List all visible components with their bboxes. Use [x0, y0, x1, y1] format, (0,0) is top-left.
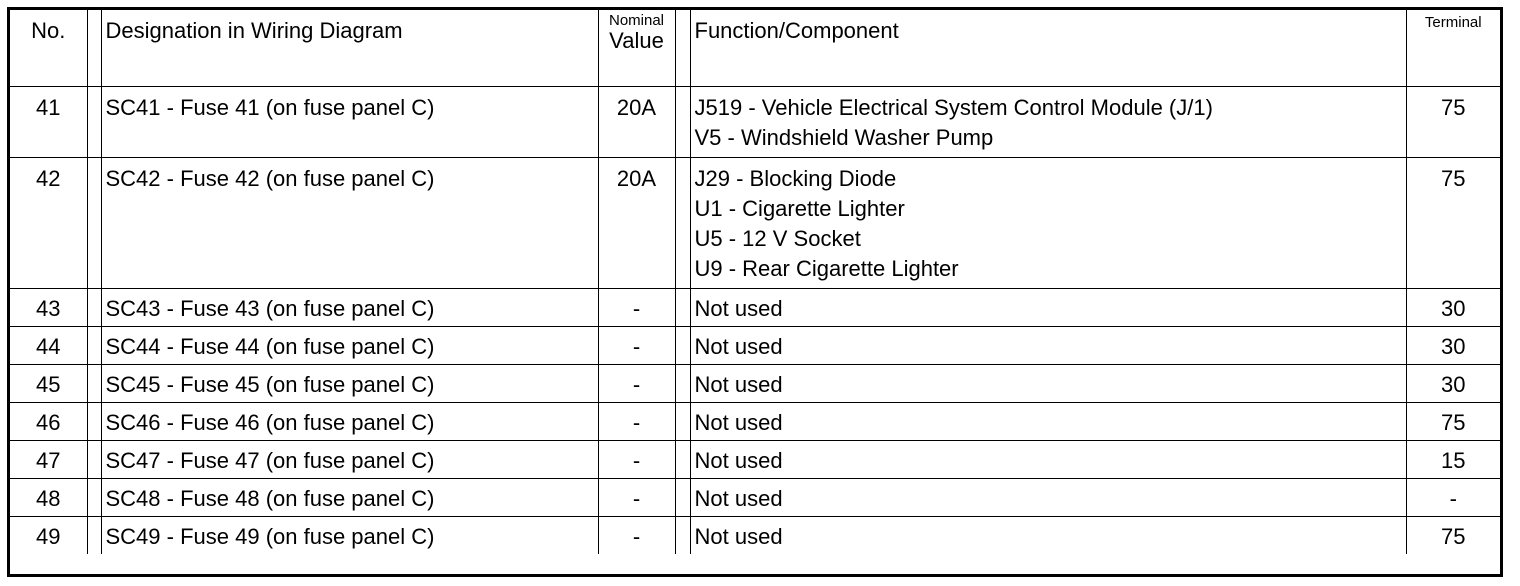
spacer-cell: [87, 365, 101, 403]
function-line: U9 - Rear Cigarette Lighter: [694, 256, 959, 281]
nominal-value: 20A: [598, 158, 675, 289]
terminal: 15: [1406, 441, 1500, 479]
nominal-value: -: [598, 403, 675, 441]
fuse-number: 49: [10, 517, 87, 555]
function-line: Not used: [694, 448, 783, 473]
spacer-cell: [87, 403, 101, 441]
header-value-label: Value: [609, 28, 664, 53]
function-component: [690, 365, 1406, 403]
header-function: Function/Component: [690, 10, 1406, 87]
nominal-value: -: [598, 441, 675, 479]
fuse-designation: SC44 - Fuse 44 (on fuse panel C): [101, 327, 598, 365]
nominal-value: -: [598, 365, 675, 403]
table-header-row: [10, 10, 1500, 87]
spacer-cell: [87, 289, 101, 327]
fuse-number: 46: [10, 403, 87, 441]
header-spacer: [87, 10, 101, 87]
header-designation: Designation in Wiring Diagram: [101, 10, 598, 87]
spacer-cell: [675, 289, 690, 327]
nominal-value: -: [598, 479, 675, 517]
fuse-number: 48: [10, 479, 87, 517]
terminal: 30: [1406, 365, 1500, 403]
fuse-table-frame: [7, 7, 1503, 577]
terminal: 30: [1406, 289, 1500, 327]
spacer-cell: [87, 327, 101, 365]
function-component: [690, 441, 1406, 479]
function-component: [690, 403, 1406, 441]
header-nominal-value: [598, 10, 675, 87]
terminal: 75: [1406, 87, 1500, 158]
spacer-cell: [675, 365, 690, 403]
function-component: [690, 327, 1406, 365]
spacer-cell: [675, 403, 690, 441]
nominal-value: 20A: [598, 87, 675, 158]
spacer-cell: [675, 441, 690, 479]
table-row: [10, 365, 1500, 403]
table-row: [10, 479, 1500, 517]
spacer-cell: [675, 517, 690, 555]
function-component: [690, 87, 1406, 158]
spacer-cell: [87, 441, 101, 479]
fuse-number: 47: [10, 441, 87, 479]
fuse-number: 41: [10, 87, 87, 158]
nominal-value: -: [598, 289, 675, 327]
function-line: Not used: [694, 334, 783, 359]
fuse-designation: SC48 - Fuse 48 (on fuse panel C): [101, 479, 598, 517]
function-line: Not used: [694, 296, 783, 321]
table-row: [10, 158, 1500, 289]
fuse-designation: SC43 - Fuse 43 (on fuse panel C): [101, 289, 598, 327]
table-row: [10, 441, 1500, 479]
function-component: [690, 479, 1406, 517]
nominal-value: -: [598, 517, 675, 555]
function-line: J519 - Vehicle Electrical System Control Module (J/1): [694, 95, 1213, 120]
spacer-cell: [675, 87, 690, 158]
function-line: Not used: [694, 410, 783, 435]
spacer-cell: [87, 479, 101, 517]
spacer-cell: [675, 479, 690, 517]
function-component: [690, 289, 1406, 327]
spacer-cell: [87, 158, 101, 289]
fuse-designation: SC49 - Fuse 49 (on fuse panel C): [101, 517, 598, 555]
table-row: [10, 87, 1500, 158]
fuse-designation: SC45 - Fuse 45 (on fuse panel C): [101, 365, 598, 403]
function-line: J29 - Blocking Diode: [694, 166, 897, 191]
function-line: V5 - Windshield Washer Pump: [694, 125, 994, 150]
function-line: Not used: [694, 524, 783, 549]
fuse-number: 45: [10, 365, 87, 403]
terminal: 30: [1406, 327, 1500, 365]
function-line: U1 - Cigarette Lighter: [694, 196, 905, 221]
table-row: [10, 517, 1500, 555]
terminal: -: [1406, 479, 1500, 517]
spacer-cell: [675, 158, 690, 289]
function-line: U5 - 12 V Socket: [694, 226, 861, 251]
header-no: No.: [10, 10, 87, 87]
header-terminal: Terminal: [1406, 10, 1500, 87]
header-nominal-label: Nominal: [608, 12, 665, 29]
fuse-number: 43: [10, 289, 87, 327]
table-row: [10, 327, 1500, 365]
table-body: [10, 87, 1500, 555]
function-line: Not used: [694, 486, 783, 511]
function-component: [690, 158, 1406, 289]
table-row: [10, 403, 1500, 441]
table-row: [10, 289, 1500, 327]
spacer-cell: [675, 327, 690, 365]
fuse-number: 44: [10, 327, 87, 365]
spacer-cell: [87, 517, 101, 555]
function-component: [690, 517, 1406, 555]
terminal: 75: [1406, 158, 1500, 289]
fuse-number: 42: [10, 158, 87, 289]
header-spacer: [675, 10, 690, 87]
spacer-cell: [87, 87, 101, 158]
nominal-value: -: [598, 327, 675, 365]
fuse-designation: SC47 - Fuse 47 (on fuse panel C): [101, 441, 598, 479]
fuse-designation: SC46 - Fuse 46 (on fuse panel C): [101, 403, 598, 441]
terminal: 75: [1406, 517, 1500, 555]
fuse-table: [10, 10, 1500, 554]
terminal: 75: [1406, 403, 1500, 441]
fuse-designation: SC42 - Fuse 42 (on fuse panel C): [101, 158, 598, 289]
function-line: Not used: [694, 372, 783, 397]
fuse-designation: SC41 - Fuse 41 (on fuse panel C): [101, 87, 598, 158]
